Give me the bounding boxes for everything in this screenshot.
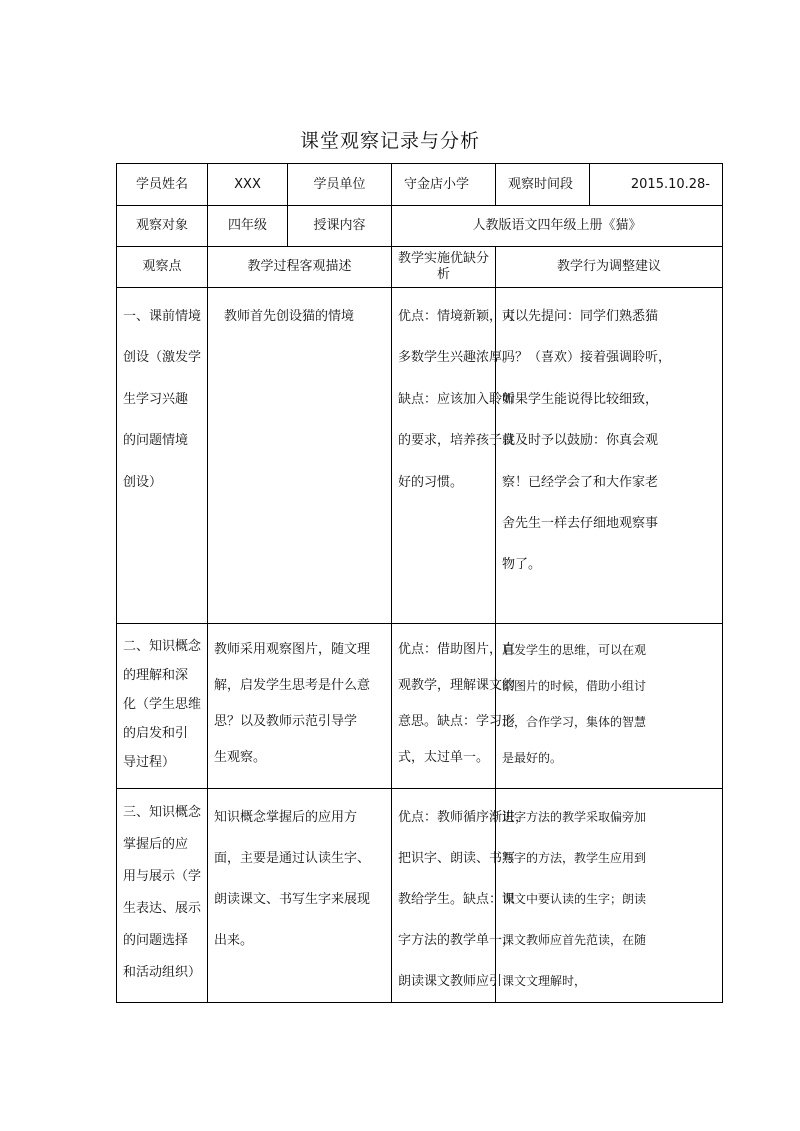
cell-line: 式，太过单一。	[398, 750, 490, 765]
cell-line: 课文文理解时，	[502, 974, 587, 988]
label-observation-target: 观察对象	[117, 206, 208, 247]
cell-line: 二、知识概念	[123, 639, 202, 654]
col-header-process: 教学过程客观描述	[208, 247, 392, 288]
cell-line: 导过程）	[123, 755, 176, 770]
analysis-cell	[392, 789, 529, 1003]
cell-line: 教给学生。缺点：识	[398, 892, 516, 907]
cell-line: 把识字、朗读、书写	[398, 851, 516, 866]
cell-line: 可以先提问：同学们熟悉猫	[502, 309, 659, 324]
cell-line: 和活动组织）	[123, 965, 202, 980]
cell-line: 一、课前情境	[123, 309, 202, 324]
process-description-cell	[208, 288, 392, 624]
cell-line: 教师采用观察图片，随文理	[214, 642, 371, 657]
cell-line: 察图片的时候，借助小组讨	[502, 679, 647, 693]
table-row	[117, 288, 723, 624]
label-observation-time: 观察时间段	[496, 164, 590, 206]
advice-cell	[496, 624, 723, 789]
cell-line: 优点：借助图片，直	[398, 642, 516, 657]
label-lesson-content: 授课内容	[288, 206, 392, 247]
cell-line: 三、知识概念	[123, 805, 202, 820]
col-header-advice: 教学行为调整建议	[496, 247, 723, 288]
cell-line: 思？以及教师示范引导学	[214, 714, 358, 729]
process-description-cell	[208, 789, 392, 1003]
analysis-cell	[392, 288, 516, 624]
cell-line: 面，主要是通过认读生字、	[214, 851, 371, 866]
cell-line: 多数学生兴趣浓厚。	[398, 350, 516, 366]
cell-line: 教师首先创设猫的情境	[224, 309, 355, 324]
lesson-content-value: 人教版语文四年级上册《猫》	[392, 206, 723, 247]
cell-line: 用与展示（学	[123, 869, 202, 884]
student-unit-value: 守金店小学	[392, 164, 496, 206]
cell-line: 的问题选择	[123, 933, 189, 948]
student-name-value: XXX	[208, 164, 288, 206]
observation-point-cell	[117, 288, 208, 624]
cell-line: 是最好的。	[502, 751, 563, 765]
cell-line: 如果学生能说得比较细致，	[502, 391, 659, 407]
cell-line: 化（学生思维	[123, 697, 202, 712]
label-student-unit: 学员单位	[288, 164, 392, 206]
cell-line: 的问题情境	[123, 433, 189, 449]
cell-line: 缺点：应该加入聆听	[398, 391, 516, 407]
table-row	[117, 624, 723, 789]
header-row-1	[117, 164, 723, 206]
cell-line: 掌握后的应	[123, 837, 189, 852]
cell-line: 朗读课文、书写生字来展现	[214, 892, 371, 907]
cell-line: 的启发和引	[123, 726, 189, 741]
cell-line: 论，合作学习，集体的智慧	[502, 715, 647, 729]
table-row	[117, 789, 723, 1003]
observation-point-cell	[117, 624, 208, 789]
cell-line: 物了。	[502, 557, 542, 573]
cell-line: 察！已经学会了和大作家老	[502, 474, 659, 490]
cell-line: 课文中要认读的生字；朗读	[502, 892, 647, 906]
process-description-cell	[208, 624, 392, 789]
cell-line: 生表达、展示	[123, 901, 202, 916]
cell-line: 好的习惯。	[398, 474, 464, 490]
cell-line: 意思。缺点：学习形	[398, 714, 516, 729]
cell-line: 优点：情境新颖，大	[398, 309, 516, 324]
advice-cell	[496, 789, 723, 1003]
analysis-cell	[392, 624, 516, 789]
cell-line: 的理解和深	[123, 668, 189, 683]
cell-line: 解，启发学生思考是什么意	[214, 678, 371, 693]
header-row-2	[117, 206, 723, 247]
cell-line: 知识概念掌握后的应用方	[214, 810, 358, 825]
cell-line: 舍先生一样去仔细地观察事	[502, 516, 659, 532]
label-student-name: 学员姓名	[117, 164, 208, 206]
cell-line: 就及时予以鼓励：你真会观	[502, 433, 659, 449]
cell-line: 生观察。	[214, 750, 267, 765]
advice-cell	[496, 288, 723, 624]
observation-time-value: 2015.10.28-	[590, 164, 723, 206]
cell-line: 优点：教师循序渐进，	[398, 810, 529, 825]
page-title: 课堂观察记录与分析	[299, 130, 480, 152]
cell-line: 观教学，理解课文的	[398, 678, 516, 693]
cell-line: 朗读课文教师应引	[398, 974, 503, 989]
cell-line: 识字方法的教学采取偏旁加	[502, 810, 647, 824]
cell-line: 吗？（喜欢）接着强调聆听，	[502, 350, 672, 366]
cell-line: 字方法的教学单一，	[398, 933, 516, 948]
cell-line: 出来。	[214, 933, 254, 948]
observation-table	[116, 163, 723, 1003]
cell-line: 的要求，培养孩子良	[398, 433, 516, 449]
cell-line: 启发学生的思维，可以在观	[502, 643, 647, 657]
cell-line: 创设（激发学	[123, 350, 202, 366]
cell-line: 课文教师应首先范读，在随	[502, 933, 647, 947]
observation-point-cell	[117, 789, 208, 1003]
col-header-point: 观察点	[117, 247, 208, 288]
col-header-analysis: 教学实施优缺分析	[392, 247, 496, 288]
cell-line: 生学习兴趣	[123, 391, 189, 407]
cell-line: 熟字的方法，教学生应用到	[502, 851, 647, 865]
observation-target-value: 四年级	[208, 206, 288, 247]
header-row-3	[117, 247, 723, 288]
cell-line: 创设）	[123, 474, 163, 490]
